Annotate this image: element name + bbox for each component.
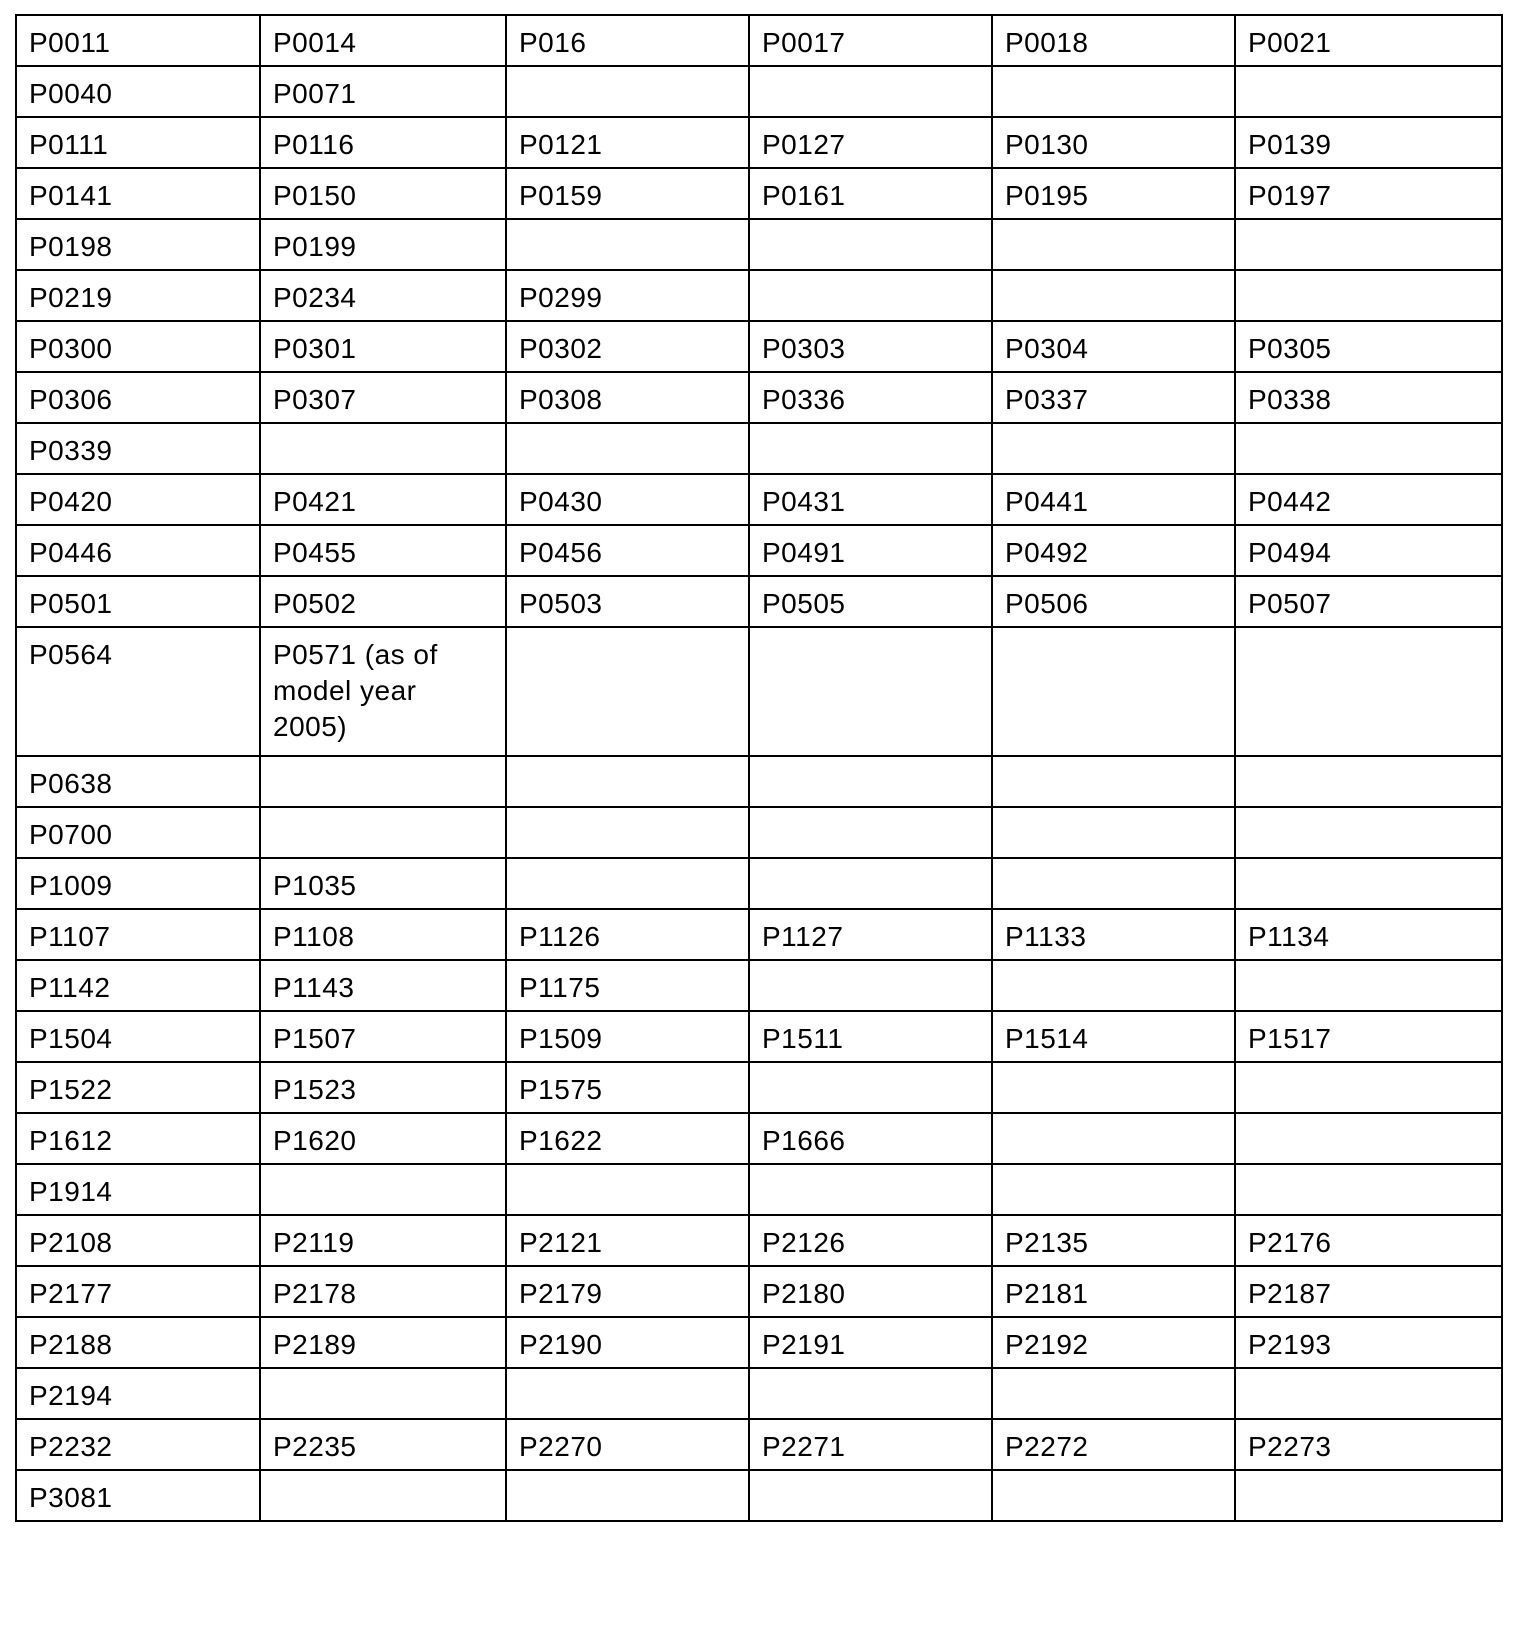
table-cell: P0446 bbox=[16, 525, 260, 576]
table-cell bbox=[749, 756, 992, 807]
table-cell: P0337 bbox=[992, 372, 1235, 423]
table-cell: P0234 bbox=[260, 270, 506, 321]
table-cell: P0503 bbox=[506, 576, 749, 627]
table-cell bbox=[260, 1164, 506, 1215]
table-cell bbox=[1235, 627, 1502, 756]
table-cell: P1035 bbox=[260, 858, 506, 909]
table-cell bbox=[749, 1470, 992, 1521]
table-cell: P2193 bbox=[1235, 1317, 1502, 1368]
table-cell bbox=[749, 270, 992, 321]
table-cell: P0021 bbox=[1235, 15, 1502, 66]
table-cell: P2190 bbox=[506, 1317, 749, 1368]
table-cell bbox=[1235, 1164, 1502, 1215]
table-cell bbox=[992, 66, 1235, 117]
table-cell: P0339 bbox=[16, 423, 260, 474]
table-cell: P2273 bbox=[1235, 1419, 1502, 1470]
table-row bbox=[16, 1266, 1502, 1317]
table-row bbox=[16, 1113, 1502, 1164]
table-cell: P0494 bbox=[1235, 525, 1502, 576]
table-cell: P1127 bbox=[749, 909, 992, 960]
table-cell: P0564 bbox=[16, 627, 260, 756]
table-cell: P1143 bbox=[260, 960, 506, 1011]
table-row bbox=[16, 423, 1502, 474]
table-cell: P0150 bbox=[260, 168, 506, 219]
table-cell bbox=[506, 66, 749, 117]
table-cell: P0111 bbox=[16, 117, 260, 168]
table-row bbox=[16, 1062, 1502, 1113]
table-cell: P0506 bbox=[992, 576, 1235, 627]
table-cell bbox=[1235, 960, 1502, 1011]
table-cell: P2126 bbox=[749, 1215, 992, 1266]
table-cell: P1511 bbox=[749, 1011, 992, 1062]
table-cell bbox=[506, 627, 749, 756]
table-cell: P0507 bbox=[1235, 576, 1502, 627]
table-cell bbox=[1235, 1062, 1502, 1113]
table-cell: P2192 bbox=[992, 1317, 1235, 1368]
table-cell: P2181 bbox=[992, 1266, 1235, 1317]
table-row bbox=[16, 1470, 1502, 1521]
table-cell: P0336 bbox=[749, 372, 992, 423]
table-row bbox=[16, 525, 1502, 576]
table-row bbox=[16, 66, 1502, 117]
table-row bbox=[16, 1215, 1502, 1266]
table-cell: P1612 bbox=[16, 1113, 260, 1164]
table-cell: P0304 bbox=[992, 321, 1235, 372]
table-cell bbox=[260, 423, 506, 474]
table-row bbox=[16, 807, 1502, 858]
table-cell: P0071 bbox=[260, 66, 506, 117]
table-cell: P1134 bbox=[1235, 909, 1502, 960]
table-cell bbox=[992, 1164, 1235, 1215]
table-cell: P2119 bbox=[260, 1215, 506, 1266]
table-cell: P2177 bbox=[16, 1266, 260, 1317]
table-cell: P2194 bbox=[16, 1368, 260, 1419]
table-cell bbox=[992, 807, 1235, 858]
table-cell: P3081 bbox=[16, 1470, 260, 1521]
table-cell: P0197 bbox=[1235, 168, 1502, 219]
table-cell: P2187 bbox=[1235, 1266, 1502, 1317]
table-cell: P1622 bbox=[506, 1113, 749, 1164]
table-cell: P0308 bbox=[506, 372, 749, 423]
table-cell bbox=[1235, 219, 1502, 270]
table-cell: P0018 bbox=[992, 15, 1235, 66]
table-cell bbox=[749, 423, 992, 474]
table-cell bbox=[1235, 1113, 1502, 1164]
table-row bbox=[16, 756, 1502, 807]
table-cell: P0127 bbox=[749, 117, 992, 168]
table-row bbox=[16, 1011, 1502, 1062]
table-cell: P2176 bbox=[1235, 1215, 1502, 1266]
table-cell: P2121 bbox=[506, 1215, 749, 1266]
table-cell bbox=[992, 756, 1235, 807]
table-cell: P0442 bbox=[1235, 474, 1502, 525]
table-cell: P1126 bbox=[506, 909, 749, 960]
table-cell: P0199 bbox=[260, 219, 506, 270]
table-cell: P2178 bbox=[260, 1266, 506, 1317]
table-cell: P1009 bbox=[16, 858, 260, 909]
table-cell: P016 bbox=[506, 15, 749, 66]
table-cell: P1666 bbox=[749, 1113, 992, 1164]
table-cell bbox=[992, 1113, 1235, 1164]
table-cell: P2191 bbox=[749, 1317, 992, 1368]
table-cell: P0501 bbox=[16, 576, 260, 627]
table-cell: P0307 bbox=[260, 372, 506, 423]
table-cell: P0017 bbox=[749, 15, 992, 66]
table-cell: P2272 bbox=[992, 1419, 1235, 1470]
table-cell bbox=[506, 219, 749, 270]
table-cell: P2189 bbox=[260, 1317, 506, 1368]
table-row bbox=[16, 1317, 1502, 1368]
table-cell bbox=[260, 807, 506, 858]
table-cell bbox=[506, 807, 749, 858]
table-cell: P2108 bbox=[16, 1215, 260, 1266]
table-cell bbox=[506, 1164, 749, 1215]
table-cell: P1142 bbox=[16, 960, 260, 1011]
table-cell bbox=[506, 756, 749, 807]
table-cell: P2271 bbox=[749, 1419, 992, 1470]
table-cell: P2180 bbox=[749, 1266, 992, 1317]
table-cell: P0700 bbox=[16, 807, 260, 858]
table-cell bbox=[1235, 756, 1502, 807]
table-cell: P0141 bbox=[16, 168, 260, 219]
table-row bbox=[16, 372, 1502, 423]
table-cell bbox=[749, 1368, 992, 1419]
table-cell bbox=[260, 756, 506, 807]
table-cell: P0011 bbox=[16, 15, 260, 66]
table-cell bbox=[749, 66, 992, 117]
table-cell bbox=[260, 1368, 506, 1419]
table-row bbox=[16, 15, 1502, 66]
table-cell: P0571 (as of model year 2005) bbox=[260, 627, 506, 756]
table-cell bbox=[992, 627, 1235, 756]
table-cell bbox=[992, 1368, 1235, 1419]
table-cell: P1507 bbox=[260, 1011, 506, 1062]
table-cell: P0491 bbox=[749, 525, 992, 576]
table-cell bbox=[1235, 270, 1502, 321]
table-cell: P1575 bbox=[506, 1062, 749, 1113]
table-row bbox=[16, 321, 1502, 372]
table-cell: P0219 bbox=[16, 270, 260, 321]
table-cell: P0130 bbox=[992, 117, 1235, 168]
table-cell: P0502 bbox=[260, 576, 506, 627]
table-cell bbox=[992, 1062, 1235, 1113]
table-cell: P1517 bbox=[1235, 1011, 1502, 1062]
table-cell bbox=[749, 1062, 992, 1113]
table-cell bbox=[260, 1470, 506, 1521]
table-cell: P1914 bbox=[16, 1164, 260, 1215]
table-cell: P2188 bbox=[16, 1317, 260, 1368]
table-cell: P2135 bbox=[992, 1215, 1235, 1266]
table-cell: P0305 bbox=[1235, 321, 1502, 372]
table-cell: P0638 bbox=[16, 756, 260, 807]
table-cell bbox=[749, 807, 992, 858]
table-cell: P0159 bbox=[506, 168, 749, 219]
table-row bbox=[16, 1419, 1502, 1470]
table-cell bbox=[1235, 807, 1502, 858]
table-cell bbox=[992, 219, 1235, 270]
table-row bbox=[16, 270, 1502, 321]
table-cell bbox=[749, 1164, 992, 1215]
table-cell: P0121 bbox=[506, 117, 749, 168]
table-cell: P0455 bbox=[260, 525, 506, 576]
table-cell: P0198 bbox=[16, 219, 260, 270]
fault-code-table bbox=[15, 14, 1503, 1522]
table-cell: P0421 bbox=[260, 474, 506, 525]
table-cell bbox=[992, 270, 1235, 321]
table-cell: P1107 bbox=[16, 909, 260, 960]
table-cell: P0161 bbox=[749, 168, 992, 219]
table-cell bbox=[992, 960, 1235, 1011]
table-cell: P2179 bbox=[506, 1266, 749, 1317]
fault-code-table-body bbox=[16, 15, 1502, 1521]
table-cell bbox=[992, 1470, 1235, 1521]
table-cell: P1514 bbox=[992, 1011, 1235, 1062]
table-cell: P0306 bbox=[16, 372, 260, 423]
table-row bbox=[16, 576, 1502, 627]
table-cell bbox=[506, 423, 749, 474]
table-cell: P0430 bbox=[506, 474, 749, 525]
table-cell bbox=[506, 1368, 749, 1419]
table-cell: P0431 bbox=[749, 474, 992, 525]
table-cell bbox=[506, 1470, 749, 1521]
table-cell bbox=[1235, 858, 1502, 909]
table-cell: P0014 bbox=[260, 15, 506, 66]
table-row bbox=[16, 1368, 1502, 1419]
table-row bbox=[16, 627, 1502, 756]
table-cell bbox=[749, 960, 992, 1011]
table-cell: P2270 bbox=[506, 1419, 749, 1470]
table-cell: P0302 bbox=[506, 321, 749, 372]
table-cell bbox=[749, 219, 992, 270]
table-cell bbox=[992, 423, 1235, 474]
table-row bbox=[16, 1164, 1502, 1215]
table-cell: P1620 bbox=[260, 1113, 506, 1164]
table-row bbox=[16, 474, 1502, 525]
table-cell: P0300 bbox=[16, 321, 260, 372]
table-row bbox=[16, 168, 1502, 219]
table-cell: P0492 bbox=[992, 525, 1235, 576]
table-cell bbox=[1235, 423, 1502, 474]
table-row bbox=[16, 219, 1502, 270]
table-cell: P1108 bbox=[260, 909, 506, 960]
table-cell: P0441 bbox=[992, 474, 1235, 525]
table-cell bbox=[749, 627, 992, 756]
table-cell bbox=[1235, 1368, 1502, 1419]
table-cell bbox=[992, 858, 1235, 909]
table-cell: P0299 bbox=[506, 270, 749, 321]
table-cell: P2232 bbox=[16, 1419, 260, 1470]
table-cell: P2235 bbox=[260, 1419, 506, 1470]
table-cell: P1509 bbox=[506, 1011, 749, 1062]
table-cell: P0116 bbox=[260, 117, 506, 168]
table-cell bbox=[749, 858, 992, 909]
table-cell: P0303 bbox=[749, 321, 992, 372]
table-cell: P0420 bbox=[16, 474, 260, 525]
table-cell bbox=[506, 858, 749, 909]
table-cell: P0301 bbox=[260, 321, 506, 372]
table-cell: P1175 bbox=[506, 960, 749, 1011]
table-cell: P1504 bbox=[16, 1011, 260, 1062]
table-cell: P0040 bbox=[16, 66, 260, 117]
table-row bbox=[16, 117, 1502, 168]
table-cell bbox=[1235, 66, 1502, 117]
table-cell: P1133 bbox=[992, 909, 1235, 960]
table-cell: P0456 bbox=[506, 525, 749, 576]
table-row bbox=[16, 858, 1502, 909]
table-cell: P0139 bbox=[1235, 117, 1502, 168]
table-cell: P1523 bbox=[260, 1062, 506, 1113]
table-cell: P0195 bbox=[992, 168, 1235, 219]
table-row bbox=[16, 960, 1502, 1011]
table-cell: P1522 bbox=[16, 1062, 260, 1113]
table-cell bbox=[1235, 1470, 1502, 1521]
table-row bbox=[16, 909, 1502, 960]
table-cell: P0505 bbox=[749, 576, 992, 627]
table-cell: P0338 bbox=[1235, 372, 1502, 423]
